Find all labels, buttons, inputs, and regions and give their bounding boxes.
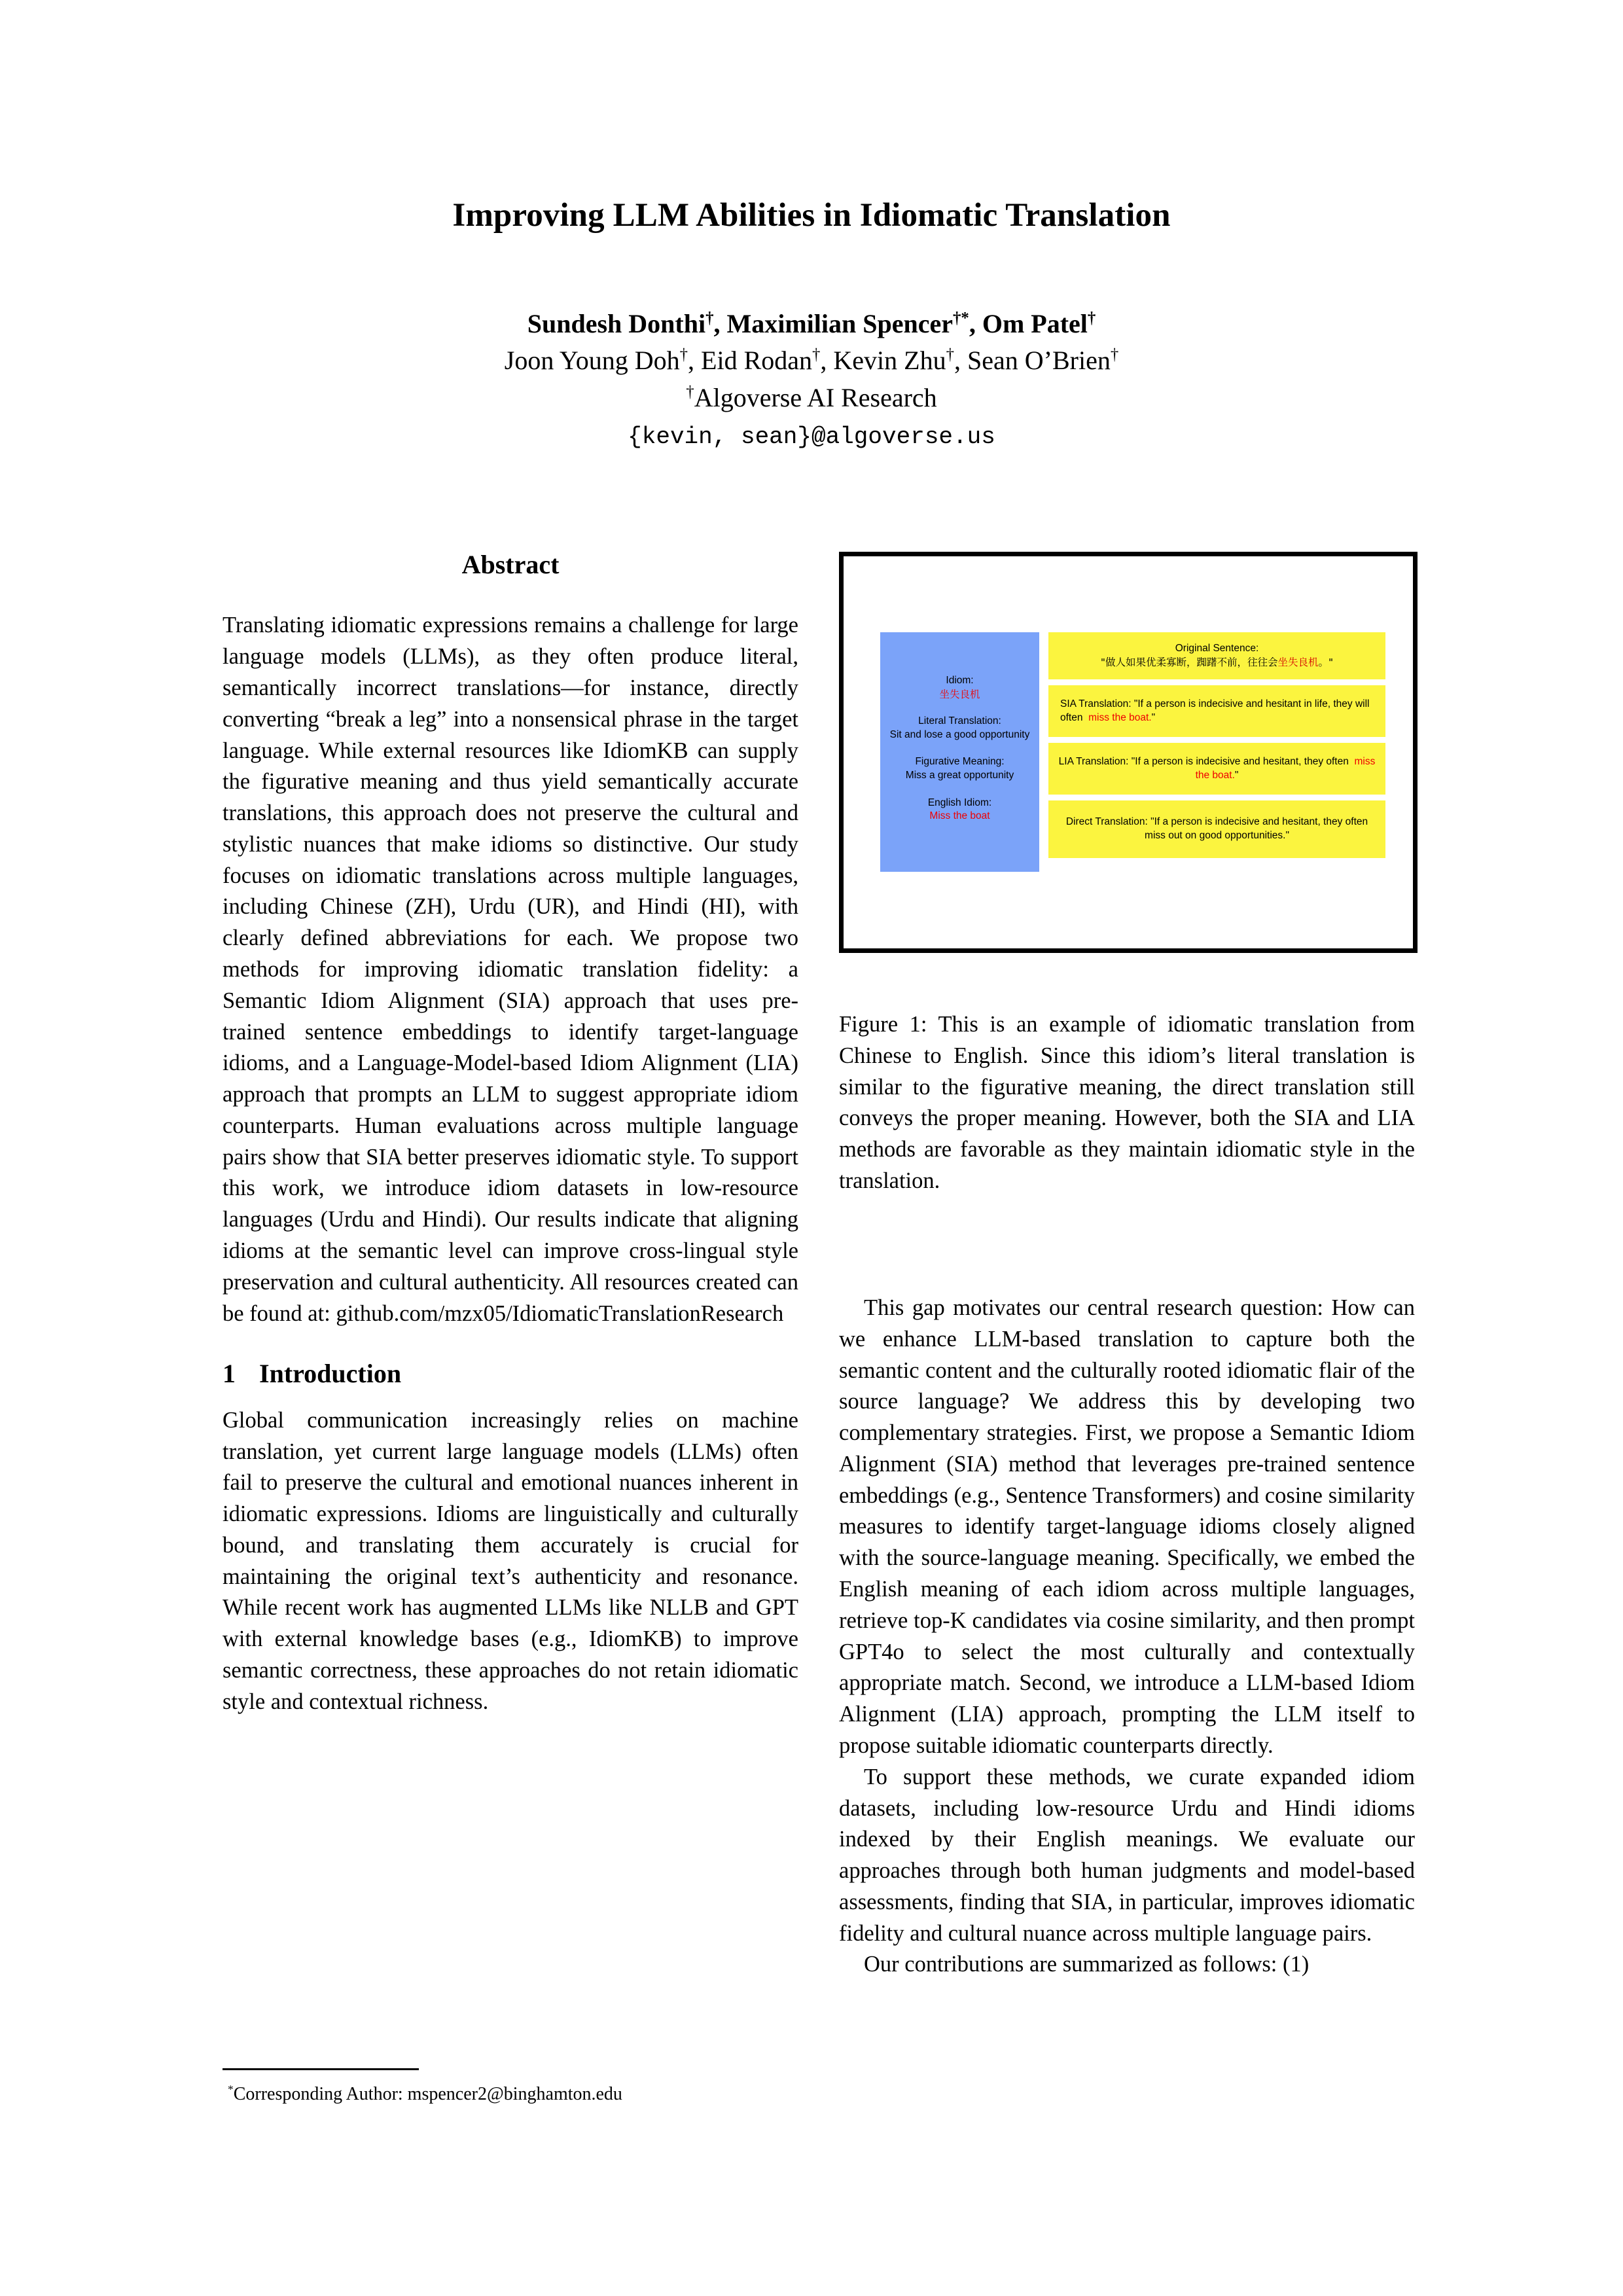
intro-paragraph-2: This gap motivates our central research question: How can we enhance LLM-based translation to capture both the semantic content and the culturally rooted idiomatic flair of the source language? We address this by developing two complementary strategies. First, we propose a Semantic Idiom Alignment (SIA) method that leverages pre-trained sentence embeddings (e.g., Sentence Transformers) and cosine similarity measures to identify target-language idioms closely aligned with the source-language meaning. Specifically, we embed the English meaning of each idiom across multiple languages, retrieve top-K candidates via cosine similarity, and then prompt GPT4o to select the most culturally and contextually appropriate match. Second, we introduce a LLM-based Idiom Alignment (LIA) approach, prompting the LLM itself to propose suitable idiomatic counterparts directly. — [839, 1295, 1415, 1758]
figure-lia-text — [1055, 755, 1379, 783]
figure-1-content — [880, 632, 1385, 872]
figure-literal-value: Sit and lose a good opportunity — [889, 728, 1030, 740]
author-sep-4: , Kevin Zhu — [820, 346, 946, 376]
intro-paragraph-1: Global communication increasingly relies on machine translation, yet current large language models (LLMs) often fail to preserve the cultural and emotional nuances inherent in idiomatic expressions. Idioms are linguistically and culturally bound, and translating them accurately is crucial for maintaining the original text’s authenticity and resonance. While recent work has augmented LLMs like NLLB and GPT with external knowledge bases (e.g., IdiomKB) to improve semantic correctness, these approaches do not retain idiomatic style and contextual richness. — [223, 1407, 798, 1714]
figure-english-idiom-block — [884, 797, 1035, 823]
figure-literal-label: Literal Translation: — [918, 715, 1001, 727]
figure-original-suffix: 。" — [1318, 656, 1334, 668]
figure-original-prefix: "做人如果优柔寡断，踟躇不前，往往会 — [1100, 656, 1278, 668]
figure-lia-suffix: " — [1234, 769, 1239, 781]
abstract-text: Translating idiomatic expressions remains a challenge for large language models (LLMs), as they often produce literal, semantically incorrect translations—for instance, directly converting “break a leg” into a nonsensical phrase in the target language. While external resources like IdiomKB can supply the figurative meaning and thus yield semantically accurate translations, this approach does not preserve the cultural and stylistic nuances that make idioms so distinctive. Our study focuses on idiomatic translations across multiple languages, including Chinese (ZH), Urdu (UR), and Hindi (HI), with clearly defined abbreviations for each. We propose two methods for improving idiomatic translation fidelity: a Semantic Idiom Alignment (SIA) approach that uses pre-trained sentence embeddings to identify target-language idioms, and a Language-Model-based Idiom Alignment (LIA) approach that prompts an LLM to suggest appropriate idiom counterparts. Human evaluations across multiple language pairs show that SIA better preserves idiomatic style. To support this work, we introduce idiom datasets in low-resource languages (Urdu and Hindi). Our results indicate that aligning idioms at the semantic level can improve cross-lingual style preservation and cultural authenticity. All resources created can be found at: github.com/mzx05/IdiomaticTranslationResearch — [223, 613, 798, 1326]
author-sep-5: , Sean O’Brien — [954, 346, 1111, 376]
figure-blue-panel — [880, 632, 1039, 872]
figure-sia-translation-panel — [1048, 685, 1385, 737]
figure-original-sentence-panel — [1048, 632, 1385, 679]
section-title: Introduction — [259, 1359, 402, 1389]
footnote-rule — [223, 2068, 419, 2070]
affiliation-line — [196, 380, 1427, 417]
author-block — [196, 306, 1427, 455]
dagger-mark: † — [812, 346, 821, 365]
section-heading-introduction — [223, 1355, 798, 1391]
dagger-mark: † — [686, 383, 694, 401]
figure-original-label: Original Sentence: — [1175, 643, 1259, 655]
figure-figurative-block — [884, 755, 1035, 782]
author-sep-2: , Om Patel — [969, 308, 1088, 338]
footnote-text: Corresponding Author: mspencer2@binghamton.edu — [233, 2084, 622, 2104]
dagger-mark: † — [705, 309, 714, 327]
dagger-mark: † — [1110, 346, 1119, 365]
contact-email: {kevin, sean}@algoverse.us — [628, 423, 995, 451]
footnote-corresponding-author — [228, 2083, 804, 2106]
page-title: Improving LLM Abilities in Idiomatic Translation — [452, 197, 1171, 234]
figure-direct-text: Direct Translation: "If a person is indecisive and hesitant, they often miss out on good opportunities." — [1065, 816, 1368, 841]
dagger-mark: † — [953, 309, 961, 327]
left-column — [223, 547, 798, 1718]
figure-idiom-label: Idiom: — [946, 675, 974, 686]
figure-1-caption: Figure 1: This is an example of idiomatic translation from Chinese to English. Since this idiom’s literal translation is similar to the figurative meaning, the direct translation still conveys the proper meaning. However, both the SIA and LIA methods are favorable as they maintain idiomatic style in the translation. — [839, 1012, 1415, 1193]
figure-literal-block — [884, 715, 1035, 742]
figure-1-container — [839, 552, 1418, 953]
figure-figurative-value: Miss a great opportunity — [905, 770, 1014, 781]
figure-english-value: Miss the boat — [929, 810, 990, 822]
section-number: 1 — [223, 1359, 236, 1389]
author-line-2 — [196, 342, 1427, 380]
right-column — [839, 1293, 1415, 1981]
dagger-mark: † — [1087, 309, 1096, 327]
affiliation-name: Algoverse AI Research — [694, 383, 937, 413]
figure-sia-highlight: miss the boat. — [1088, 711, 1152, 723]
author-sundesh-donthi: Sundesh Donthi — [527, 308, 706, 338]
author-sep-1: , Maximilian Spencer — [713, 308, 954, 338]
figure-sia-suffix: " — [1151, 711, 1156, 723]
figure-figurative-label: Figurative Meaning: — [915, 756, 1005, 768]
figure-lia-translation-panel — [1048, 743, 1385, 795]
abstract-heading: Abstract — [461, 550, 560, 579]
figure-yellow-column — [1048, 632, 1385, 858]
figure-lia-prefix: LIA Translation: "If a person is indecisive and hesitant, they often — [1058, 755, 1349, 767]
figure-sia-text — [1060, 698, 1379, 725]
dagger-mark: † — [946, 346, 954, 365]
intro-paragraph-4: Our contributions are summarized as follows: (1) — [864, 1952, 1310, 1977]
figure-original-highlight: 坐失良机 — [1277, 656, 1319, 668]
asterisk-mark: * — [228, 2083, 234, 2096]
figure-lia-highlight: miss the boat. — [1195, 755, 1376, 781]
intro-paragraph-3: To support these methods, we curate expanded idiom datasets, including low-resource Urdu and Hindi idioms indexed by their English meanings. We evaluate our approaches through both human judgments and model-based assessments, finding that SIA, in particular, improves idiomatic fidelity and cultural nuance across multiple language pairs. — [839, 1764, 1415, 1946]
figure-sia-prefix: SIA Translation: "If a person is indecisive and hesitant in life, they will often — [1060, 698, 1370, 723]
figure-original-sentence — [1055, 656, 1379, 670]
dagger-mark: † — [679, 346, 688, 365]
figure-idiom-value: 坐失良机 — [939, 688, 980, 700]
figure-english-label: English Idiom: — [927, 797, 992, 808]
figure-idiom-block — [884, 674, 1035, 701]
asterisk-mark: * — [961, 309, 969, 327]
figure-direct-translation-panel — [1048, 800, 1385, 858]
author-sep-3: , Eid Rodan — [688, 346, 812, 376]
author-line-1 — [196, 306, 1427, 343]
title-block — [196, 196, 1427, 455]
author-joon-young-doh: Joon Young Doh — [504, 346, 680, 376]
